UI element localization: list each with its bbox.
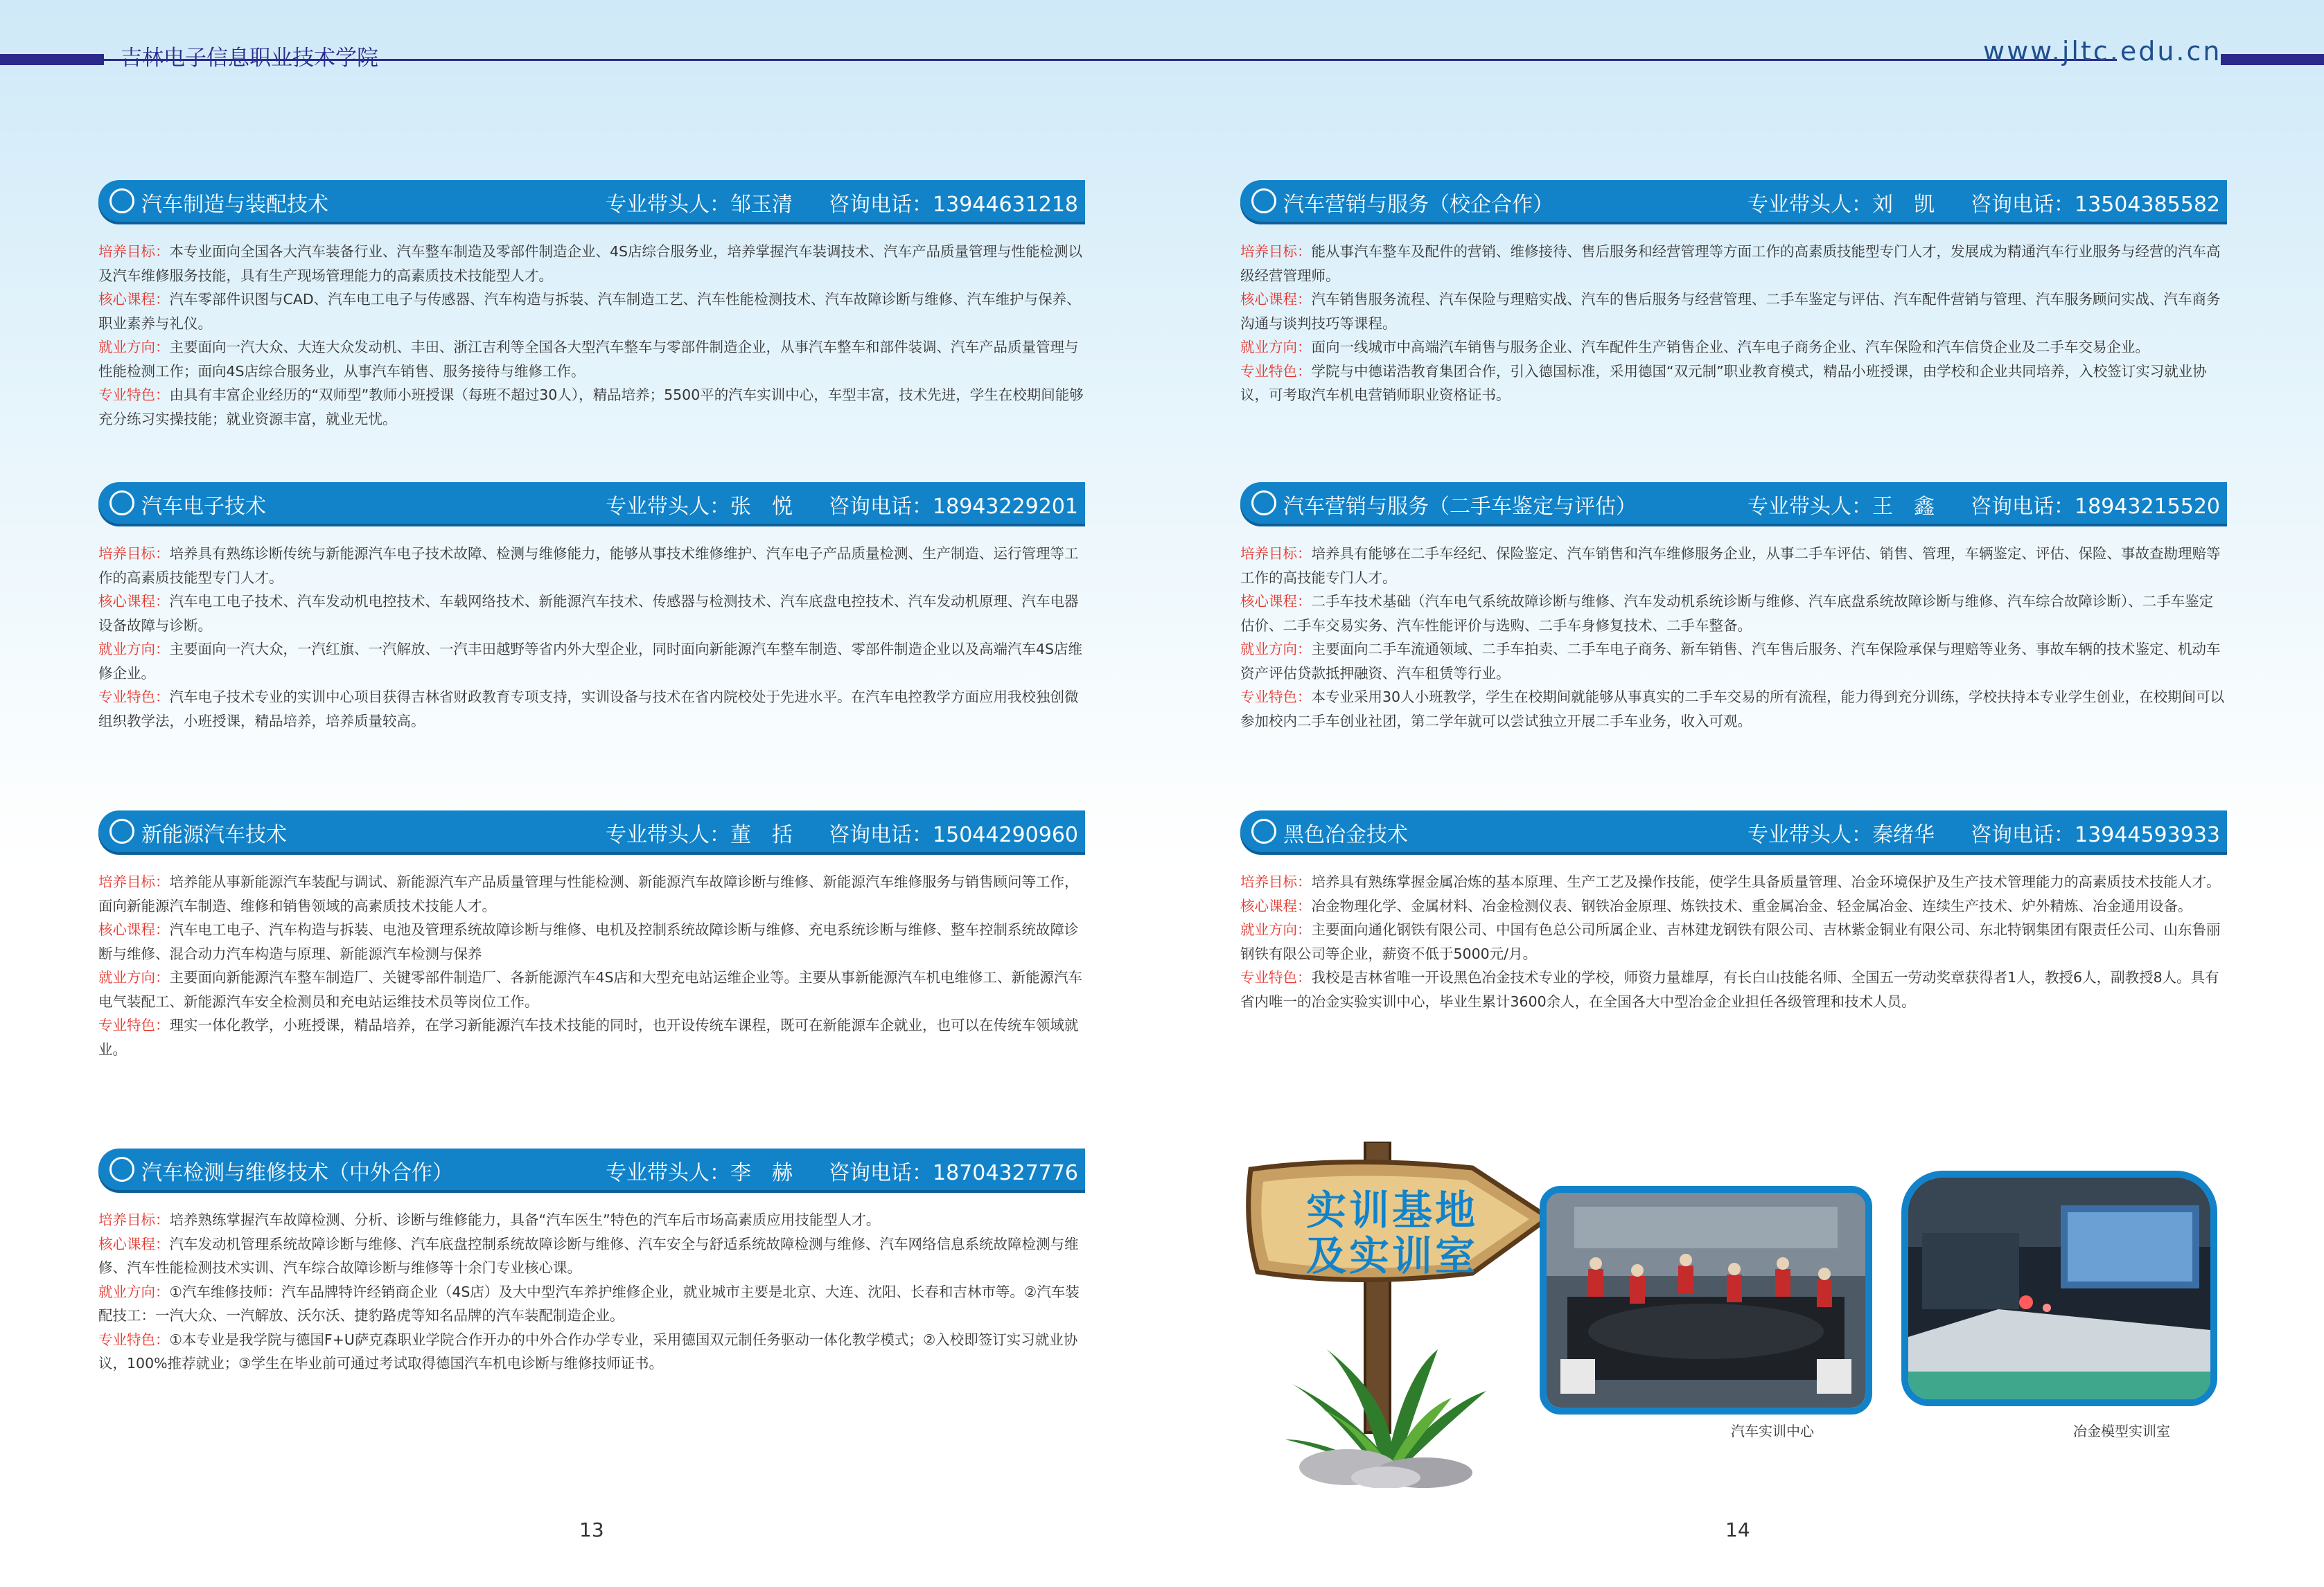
label-job: 就业方向：: [98, 1283, 170, 1300]
label-core: 核心课程：: [98, 1235, 170, 1252]
circle-icon: [109, 819, 134, 844]
label-core: 核心课程：: [98, 291, 170, 308]
core-text: 二手车技术基础（汽车电气系统故障诊断与维修、汽车发动机系统诊断与维修、汽车底盘系统故障诊断与维修、汽车综合故障诊断）、二手车鉴定估价、二手车交易实务、汽车性能评价与选购、二手车身修复技术、二手车整备。: [1240, 593, 2214, 634]
circle-icon: [1251, 819, 1276, 844]
major-body: [98, 542, 1085, 733]
major-phone: 咨询电话：13944631218: [829, 193, 1078, 217]
job-text: 面向一线城市中高端汽车销售与服务企业、汽车配件生产销售企业、汽车电子商务企业、汽车保险和汽车信贷企业及二手车交易企业。: [1311, 339, 2149, 355]
core-text: 汽车销售服务流程、汽车保险与理赔实战、汽车的售后服务与经营管理、二手车鉴定与评估、汽车配件营销与管理、汽车服务顾问实战、汽车商务沟通与谈判技巧等课程。: [1240, 291, 2221, 332]
page-number-right: 14: [1725, 1518, 1750, 1541]
major-phone: 咨询电话：18943215520: [1971, 495, 2220, 519]
circle-icon: [1251, 490, 1276, 515]
major-body: [98, 1208, 1085, 1376]
label-job: 就业方向：: [98, 969, 170, 986]
goal-text: 培养能从事新能源汽车装配与调试、新能源汽车产品质量管理与性能检测、新能源汽车故障诊断与维修、新能源汽车维修服务与销售顾问等工作，面向新能源汽车制造、维修和销售领域的高素质技术技能人才。: [98, 874, 1079, 914]
label-goal: 培养目标：: [98, 243, 170, 260]
core-text: 冶金物理化学、金属材料、冶金检测仪表、钢铁冶金原理、炼铁技术、重金属冶金、轻金属冶金、连续生产技术、炉外精炼、冶金通用设备。: [1311, 897, 2192, 914]
major-leader: 专业带头人：张 悦: [606, 495, 793, 519]
major-leader: 专业带头人：董 括: [606, 823, 793, 847]
sign-text-line1: 实训基地: [1306, 1187, 1479, 1234]
label-job: 就业方向：: [1240, 641, 1312, 657]
major-title-bar: [98, 180, 1085, 222]
major-body: [1240, 240, 2227, 407]
header-left-bar: [0, 54, 104, 65]
feature-text: 汽车电子技术专业的实训中心项目获得吉林省财政教育专项支持，实训设备与技术在省内院校处于先进水平。在汽车电控教学方面应用我校独创微组织教学法，小班授课，精品培养，培养质量较高。: [98, 689, 1079, 729]
label-job: 就业方向：: [98, 339, 170, 355]
page-number-left: 13: [579, 1518, 604, 1541]
circle-icon: [109, 1157, 134, 1182]
major-title-bar: [98, 482, 1085, 524]
major-phone: 咨询电话：18943229201: [829, 495, 1078, 519]
major-title: 汽车制造与装配技术: [141, 193, 328, 217]
goal-text: 本专业面向全国各大汽车装备行业、汽车整车制造及零部件制造企业、4S店综合服务业，培养掌握汽车装调技术、汽车产品质量管理与性能检测以及汽车维修服务技能，具有生产现场管理能力的高素质技术技能型人才。: [98, 243, 1083, 284]
label-feature: 专业特色：: [98, 387, 170, 403]
label-core: 核心课程：: [98, 593, 170, 610]
major-title: 汽车营销与服务（二手车鉴定与评估）: [1283, 495, 1637, 519]
feature-text: ①本专业是我学院与德国F+U萨克森职业学院合作开办的中外合作办学专业，采用德国双元制任务驱动一体化教学模式；②入校即签订实习就业协议，100%推荐就业；③学生在毕业前可通过考试取得德国汽车机电诊断与维修技师证书。: [98, 1331, 1078, 1372]
label-job: 就业方向：: [1240, 339, 1312, 355]
label-feature: 专业特色：: [98, 1017, 170, 1034]
label-core: 核心课程：: [1240, 897, 1312, 914]
school-url[interactable]: www.jltc.edu.cn: [1983, 36, 2222, 67]
photo-metallurgy-lab: [1901, 1171, 2217, 1406]
major-phone: 咨询电话：13944593933: [1971, 823, 2220, 847]
major-title: 黑色冶金技术: [1283, 823, 1408, 847]
training-center-image: [1547, 1193, 1865, 1408]
major-title-bar: [1240, 180, 2227, 222]
circle-icon: [109, 188, 134, 213]
feature-text: 我校是吉林省唯一开设黑色冶金技术专业的学校，师资力量雄厚，有长白山技能名师、全国五一劳动奖章获得者1人，教授6人，副教授8人。具有省内唯一的冶金实验实训中心，毕业生累计3600余人，在全国各大中型冶金企业担任各级管理和技术人员。: [1240, 969, 2219, 1010]
label-core: 核心课程：: [1240, 593, 1312, 610]
goal-text: 培养熟练掌握汽车故障检测、分析、诊断与维修能力，具备“汽车医生”特色的汽车后市场高素质应用技能型人才。: [169, 1212, 881, 1228]
circle-icon: [1251, 188, 1276, 213]
feature-text: 理实一体化教学，小班授课，精品培养，在学习新能源汽车技术技能的同时，也开设传统车课程，既可在新能源车企就业，也可以在传统车领域就业。: [98, 1017, 1079, 1058]
core-text: 汽车电工电子技术、汽车发动机电控技术、车载网络技术、新能源汽车技术、传感器与检测技术、汽车底盘电控技术、汽车发动机原理、汽车电器设备故障与诊断。: [98, 593, 1079, 634]
major-title-bar: [1240, 482, 2227, 524]
label-feature: 专业特色：: [1240, 362, 1312, 380]
job-text: 主要面向通化钢铁有限公司、中国有色总公司所属企业、吉林建龙钢铁有限公司、吉林紫金铜业有限公司、东北特钢集团有限责任公司、山东鲁丽钢铁有限公司等企业，薪资不低于5000元/月。: [1240, 921, 2221, 962]
major-leader: 专业带头人：邹玉清: [606, 193, 793, 217]
job-text: 主要面向新能源汽车整车制造厂、关键零部件制造厂、各新能源汽车4S店和大型充电站运维企业等。主要从事新能源汽车机电维修工、新能源汽车电气装配工、新能源汽车安全检测员和充电站运维技术员等岗位工作。: [98, 969, 1083, 1010]
header-right-bar: [2221, 54, 2324, 65]
label-core: 核心课程：: [1240, 291, 1312, 308]
major-body: [1240, 870, 2227, 1013]
core-text: 汽车电工电子、汽车构造与拆装、电池及管理系统故障诊断与维修、电机及控制系统故障诊断与维修、充电系统诊断与维修、整车控制系统故障诊断与维修、混合动力汽车构造与原理、新能源汽车检测与保养: [98, 921, 1079, 962]
feature-text: 本专业采用30人小班教学，学生在校期间就能够从事真实的二手车交易的所有流程，能力得到充分训练，学校扶持本专业学生创业，在校期间可以参加校内二手车创业社团，第二学年就可以尝试独立开展二手车业务，收入可观。: [1240, 689, 2225, 729]
job-text: 主要面向一汽大众，一汽红旗、一汽解放、一汽丰田越野等省内外大型企业，同时面向新能源汽车整车制造、零部件制造企业以及高端汽车4S店维修企业。: [98, 641, 1083, 682]
label-feature: 专业特色：: [98, 1331, 170, 1348]
label-core: 核心课程：: [98, 921, 170, 938]
core-text: 汽车发动机管理系统故障诊断与维修、汽车底盘控制系统故障诊断与维修、汽车安全与舒适系统故障检测与维修、汽车网络信息系统故障检测与维修、汽车性能检测技术实训、汽车综合故障诊断与维修等十余门专业核心课。: [98, 1235, 1079, 1276]
school-name: 吉林电子信息职业技术学院: [121, 46, 378, 71]
major-title-bar: [1240, 810, 2227, 852]
label-job: 就业方向：: [1240, 921, 1312, 938]
metallurgy-lab-image: [1908, 1178, 2210, 1399]
feature-text: 学院与中德诺浩教育集团合作，引入德国标准，采用德国“双元制”职业教育模式，精品小班授课，由学校和企业共同培养，入校签订实习就业协议，可考取汽车机电营销师职业资格证书。: [1240, 362, 2207, 403]
major-leader: 专业带头人：秦绪华: [1748, 823, 1935, 847]
major-title: 汽车检测与维修技术（中外合作）: [141, 1161, 453, 1185]
caption-auto-training-center: 汽车实训中心: [1731, 1423, 1814, 1439]
label-goal: 培养目标：: [1240, 545, 1312, 562]
label-feature: 专业特色：: [1240, 969, 1312, 986]
core-text: 汽车零部件识图与CAD、汽车电工电子与传感器、汽车构造与拆装、汽车制造工艺、汽车性能检测技术、汽车故障诊断与维修、汽车维护与保养、职业素养与礼仪。: [98, 291, 1081, 332]
major-phone: 咨询电话：13504385582: [1971, 193, 2220, 217]
major-leader: 专业带头人：李 赫: [606, 1161, 793, 1185]
circle-icon: [109, 490, 134, 515]
major-title: 汽车营销与服务（校企合作）: [1283, 193, 1553, 217]
job-text: 主要面向二手车流通领域、二手车拍卖、二手车电子商务、新车销售、汽车售后服务、汽车保险承保与理赔等业务、事故车辆的技术鉴定、机动车资产评估贷款抵押融资、汽车租赁等行业。: [1240, 641, 2221, 682]
label-feature: 专业特色：: [1240, 689, 1312, 705]
major-leader: 专业带头人：刘 凯: [1748, 193, 1935, 217]
major-title: 汽车电子技术: [141, 495, 266, 519]
major-leader: 专业带头人：王 鑫: [1748, 495, 1935, 519]
label-job: 就业方向：: [98, 641, 170, 657]
label-feature: 专业特色：: [98, 689, 170, 705]
major-title-bar: [98, 1149, 1085, 1190]
major-title-bar: [98, 810, 1085, 852]
label-goal: 培养目标：: [1240, 874, 1312, 890]
major-phone: 咨询电话：18704327776: [829, 1161, 1078, 1185]
photo-auto-training-center: [1540, 1186, 1872, 1415]
job-text: ①汽车维修技师：汽车品牌特许经销商企业（4S店）及大中型汽车养护维修企业，就业城市主要是北京、大连、沈阳、长春和吉林市等。②汽车装配技工：一汽大众、一汽解放、沃尔沃、捷豹路虎等知名品牌的汽车装配制造企业。: [98, 1283, 1080, 1324]
feature-text: 由具有丰富企业经历的“双师型”教师小班授课（每班不超过30人），精品培养；5500平的汽车实训中心，车型丰富，技术先进，学生在校期间能够充分练习实操技能；就业资源丰富，就业无忧。: [98, 387, 1084, 427]
major-body: [1240, 542, 2227, 733]
training-sign: [1244, 1142, 1562, 1488]
label-goal: 培养目标：: [1240, 243, 1312, 260]
header-line: [104, 59, 2117, 61]
goal-text: 培养具有熟练掌握金属冶炼的基本原理、生产工艺及操作技能，使学生具备质量管理、冶金环境保护及生产技术管理能力的高素质技术技能人才。: [1311, 874, 2221, 890]
job-text: 主要面向一汽大众、大连大众发动机、丰田、浙江吉利等全国各大型汽车整车与零部件制造企业，从事汽车整车和部件装调、汽车产品质量管理与性能检测工作；面向4S店综合服务业，从事汽车销售、服务接待与维修工作。: [98, 339, 1079, 380]
major-phone: 咨询电话：15044290960: [829, 823, 1078, 847]
goal-text: 能从事汽车整车及配件的营销、维修接待、售后服务和经营管理等方面工作的高素质技能型专门人才，发展成为精通汽车行业服务与经营的汽车高级经营管理师。: [1240, 243, 2221, 284]
label-goal: 培养目标：: [98, 545, 170, 562]
sign-text-line2: 及实训室: [1306, 1232, 1479, 1279]
major-body: [98, 870, 1085, 1061]
goal-text: 培养具有能够在二手车经纪、保险鉴定、汽车销售和汽车维修服务企业，从事二手车评估、销售、管理，车辆鉴定、评估、保险、事故查勘理赔等工作的高技能专门人才。: [1240, 545, 2221, 586]
label-goal: 培养目标：: [98, 1212, 170, 1228]
caption-metallurgy-lab: 冶金模型实训室: [2073, 1423, 2170, 1439]
label-goal: 培养目标：: [98, 874, 170, 890]
major-body: [98, 240, 1085, 431]
goal-text: 培养具有熟练诊断传统与新能源汽车电子技术故障、检测与维修能力，能够从事技术维修维护、汽车电子产品质量检测、生产制造、运行管理等工作的高素质技能型专门人才。: [98, 545, 1079, 586]
major-title: 新能源汽车技术: [141, 823, 287, 847]
